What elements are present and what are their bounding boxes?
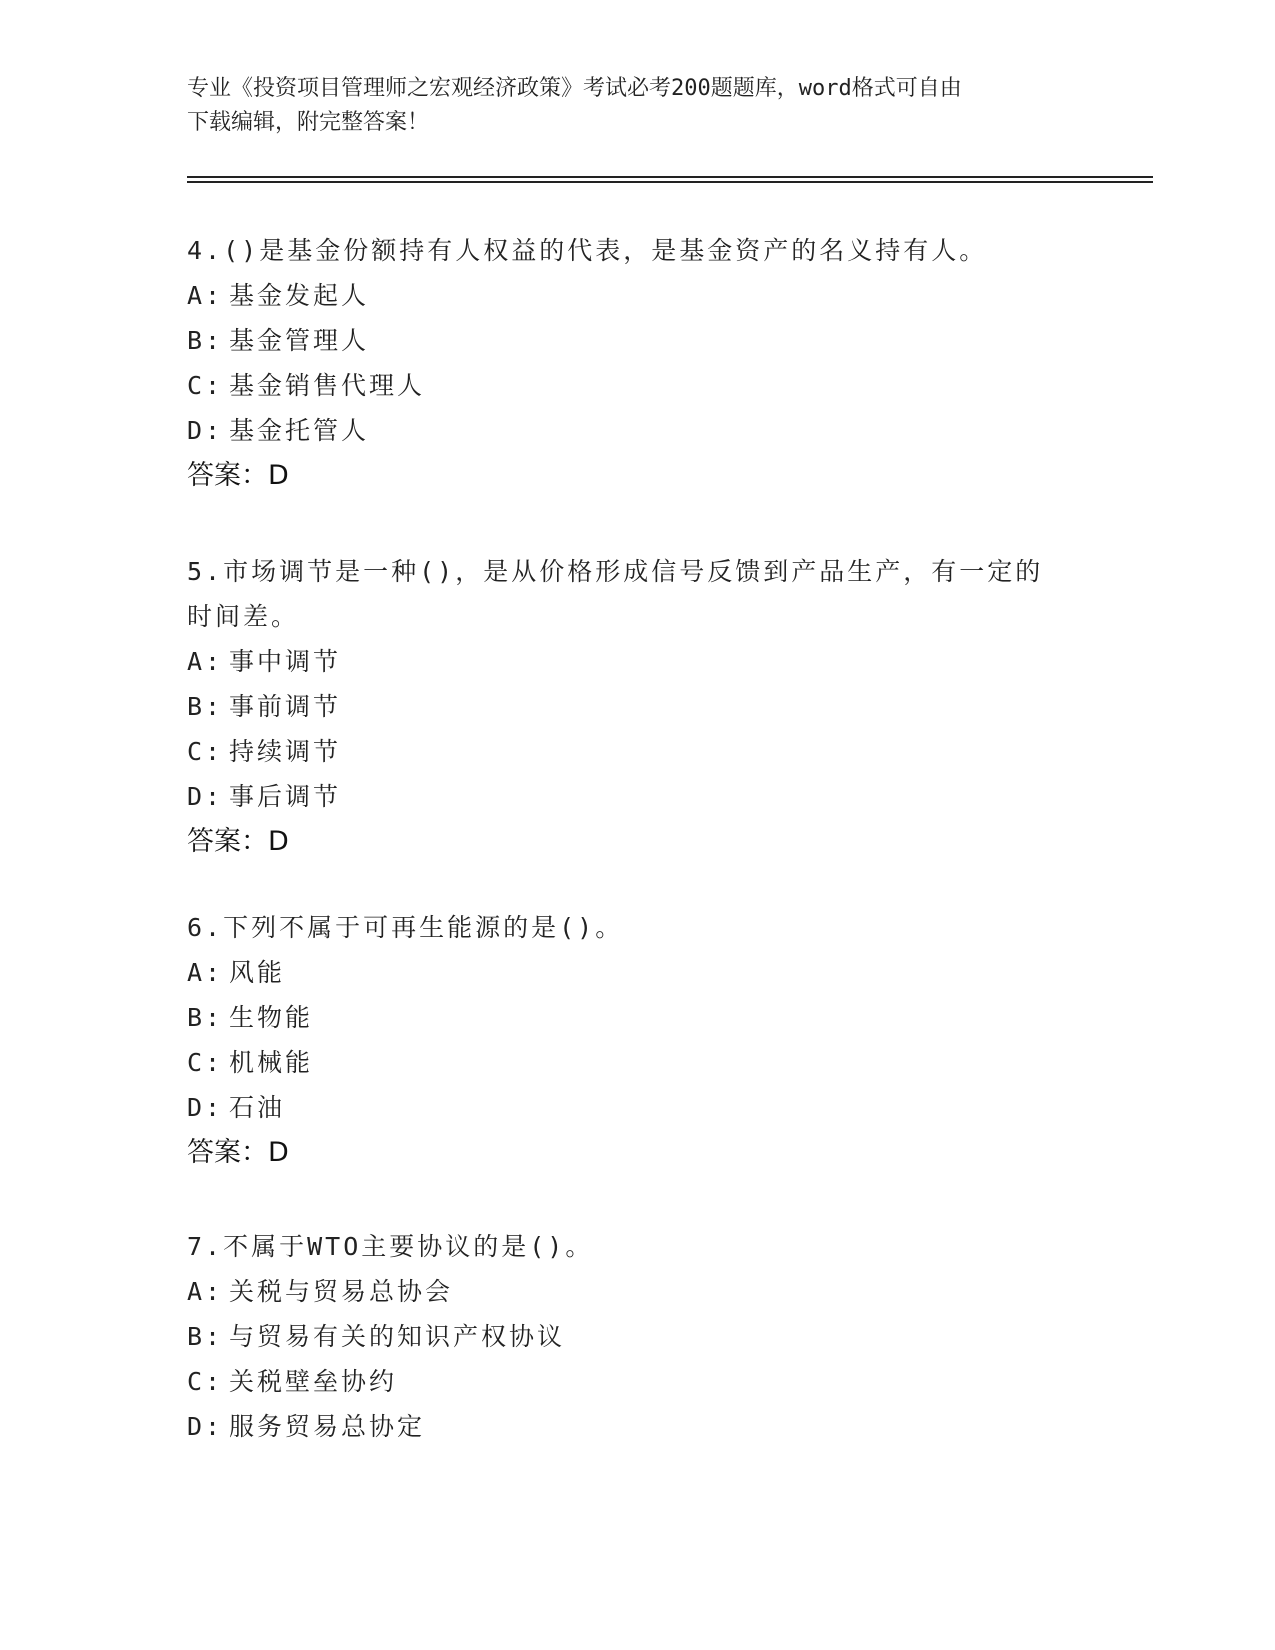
option-key: A: [187, 1277, 224, 1306]
option-b [187, 1314, 1087, 1359]
option-text: 关税与贸易总协会 [229, 1277, 454, 1306]
option-key: B: [187, 1003, 224, 1032]
option-d [187, 1085, 1087, 1130]
option-key: D: [187, 1412, 224, 1441]
option-d [187, 774, 1087, 819]
option-key: B: [187, 1322, 224, 1351]
option-a [187, 639, 1087, 684]
question-5 [187, 549, 1087, 864]
answer-label: 答案：D [187, 826, 289, 857]
option-text: 基金托管人 [229, 416, 370, 445]
question-stem: 6.下列不属于可再生能源的是()。 [187, 913, 624, 942]
option-text: 风能 [229, 958, 286, 987]
option-a [187, 1269, 1087, 1314]
question-6 [187, 905, 1087, 1175]
header-line-2: 下载编辑，附完整答案！ [187, 110, 430, 135]
question-stem: 5.市场调节是一种()，是从价格形成信号反馈到产品生产，有一定的 [187, 557, 1044, 586]
option-text: 事前调节 [229, 692, 342, 721]
document-header [187, 72, 1087, 140]
option-key: C: [187, 1367, 224, 1396]
answer-label: 答案：D [187, 460, 289, 491]
option-b [187, 318, 1087, 363]
option-text: 关税壁垒协约 [229, 1367, 398, 1396]
option-c [187, 729, 1087, 774]
option-key: D: [187, 782, 224, 811]
option-text: 基金发起人 [229, 281, 370, 310]
option-text: 服务贸易总协定 [229, 1412, 426, 1441]
header-rule-top [187, 176, 1153, 178]
option-c [187, 1359, 1087, 1404]
option-key: D: [187, 416, 224, 445]
option-text: 事中调节 [229, 647, 342, 676]
header-line-1: 专业《投资项目管理师之宏观经济政策》考试必考200题题库，word格式可自由 [187, 76, 962, 101]
option-b [187, 995, 1087, 1040]
option-text: 机械能 [229, 1048, 314, 1077]
question-stem: 7.不属于WTO主要协议的是()。 [187, 1232, 594, 1261]
option-text: 基金销售代理人 [229, 371, 426, 400]
option-b [187, 684, 1087, 729]
option-key: B: [187, 692, 224, 721]
option-a [187, 273, 1087, 318]
option-d [187, 408, 1087, 453]
option-key: A: [187, 281, 224, 310]
question-4 [187, 228, 1087, 498]
option-text: 事后调节 [229, 782, 342, 811]
option-a [187, 950, 1087, 995]
option-text: 基金管理人 [229, 326, 370, 355]
option-text: 石油 [229, 1093, 286, 1122]
option-text: 持续调节 [229, 737, 342, 766]
option-text: 生物能 [229, 1003, 314, 1032]
question-7 [187, 1224, 1087, 1449]
option-key: C: [187, 371, 224, 400]
question-stem-continued: 时间差。 [187, 602, 300, 631]
answer-label: 答案：D [187, 1137, 289, 1168]
option-d [187, 1404, 1087, 1449]
option-key: C: [187, 737, 224, 766]
option-key: D: [187, 1093, 224, 1122]
option-c [187, 1040, 1087, 1085]
option-key: B: [187, 326, 224, 355]
option-key: A: [187, 958, 224, 987]
option-c [187, 363, 1087, 408]
header-rule-bottom [187, 181, 1153, 183]
option-key: A: [187, 647, 224, 676]
option-key: C: [187, 1048, 224, 1077]
question-stem: 4.()是基金份额持有人权益的代表，是基金资产的名义持有人。 [187, 236, 988, 265]
option-text: 与贸易有关的知识产权协议 [229, 1322, 566, 1351]
